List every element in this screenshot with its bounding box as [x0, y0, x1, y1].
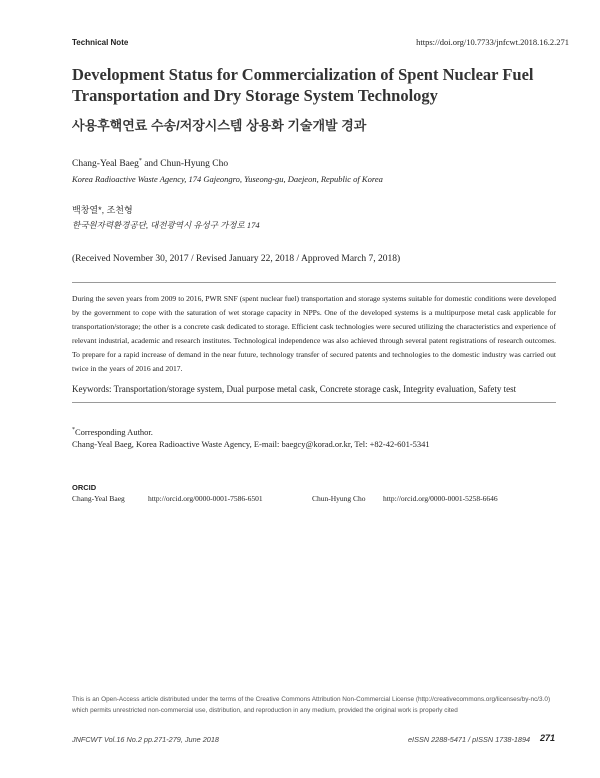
corresponding-details: Chang-Yeal Baeg, Korea Radioactive Waste Agency, E-mail: baegcy@korad.or.kr, Tel: +82-42-601-5341 [72, 439, 430, 450]
abstract-top-rule [72, 282, 556, 283]
doi-link[interactable]: https://doi.org/10.7733/jnfcwt.2018.16.2.271 [416, 37, 569, 47]
corresponding-footnote-mark: * [72, 427, 75, 433]
orcid-link-2[interactable]: http://orcid.org/0000-0001-5258-6646 [383, 494, 498, 503]
license-notice: This is an Open-Access article distributed under the terms of the Creative Commons Attribution Non-Commercial License (http://creativecommons.org/licenses/by-nc/3.0) which permits unrestricted non-commercial use, distribution, and reproduction in any medium, provided the original work is properly cited [72, 696, 551, 714]
korean-title: 사용후핵연료 수송/저장시스템 상용화 기술개발 경과 [72, 118, 367, 133]
orcid-name-2: Chun-Hyung Cho [312, 494, 366, 503]
page-number: 271 [540, 733, 556, 743]
korean-author-list: 백창열*, 조천형 [72, 205, 133, 215]
corresponding-label: *Corresponding Author. [72, 426, 153, 437]
orcid-link-1[interactable]: http://orcid.org/0000-0001-7586-6501 [148, 494, 263, 503]
issn: eISSN 2288-5471 / pISSN 1738-1894 [408, 735, 531, 744]
journal-citation: JNFCWT Vol.16 No.2 pp.271-279, June 2018 [72, 735, 219, 744]
author-first: Chang-Yeal Baeg [72, 159, 139, 170]
korean-affiliation: 한국원자력환경공단, 대전광역시 유성구 가정로 174 [72, 220, 260, 230]
author-affiliation: Korea Radioactive Waste Agency, 174 Gajeongro, Yuseong-gu, Daejeon, Republic of Korea [72, 174, 383, 184]
article-title: Development Status for Commercialization of Spent Nuclear Fuel Transportation and Dry Storage System Technology [72, 65, 534, 105]
abstract-text: During the seven years from 2009 to 2016, PWR SNF (spent nuclear fuel) transportation and storage systems suitable for domestic conditions were developed by the government to cope with the saturation of wet storage capacity in NPPs. One of the developed systems is a multipurpose metal cask applicable for transportation/storage; the other is a concrete cask dedicated to storage. Efficient cask technologies were secured utilizing the characteristics and experience of relevant industrial, academic and research institutes. Technological independence was also achieved through several patent registrations of research outcomes. To prepare for a rapid increase of demand in the near future, technology transfer of secured patents and technologies to the domestic industry was carried out twice in the years of 2016 and 2017. [72, 294, 556, 374]
corresponding-mark: * [138, 158, 142, 164]
abstract-bottom-rule [72, 402, 556, 403]
section-label: Technical Note [72, 38, 129, 47]
keywords: Keywords: Transportation/storage system, Dual purpose metal cask, Concrete storage cask, Integrity evaluation, Safety test [72, 384, 517, 394]
orcid-name-1: Chang-Yeal Baeg [72, 494, 125, 503]
author-rest: and Chun-Hyung Cho [141, 159, 229, 170]
corresponding-author [72, 424, 430, 451]
orcid-label: ORCID [72, 483, 97, 492]
author-list [72, 158, 228, 169]
submission-dates: (Received November 30, 2017 / Revised January 22, 2018 / Approved March 7, 2018) [72, 254, 401, 264]
